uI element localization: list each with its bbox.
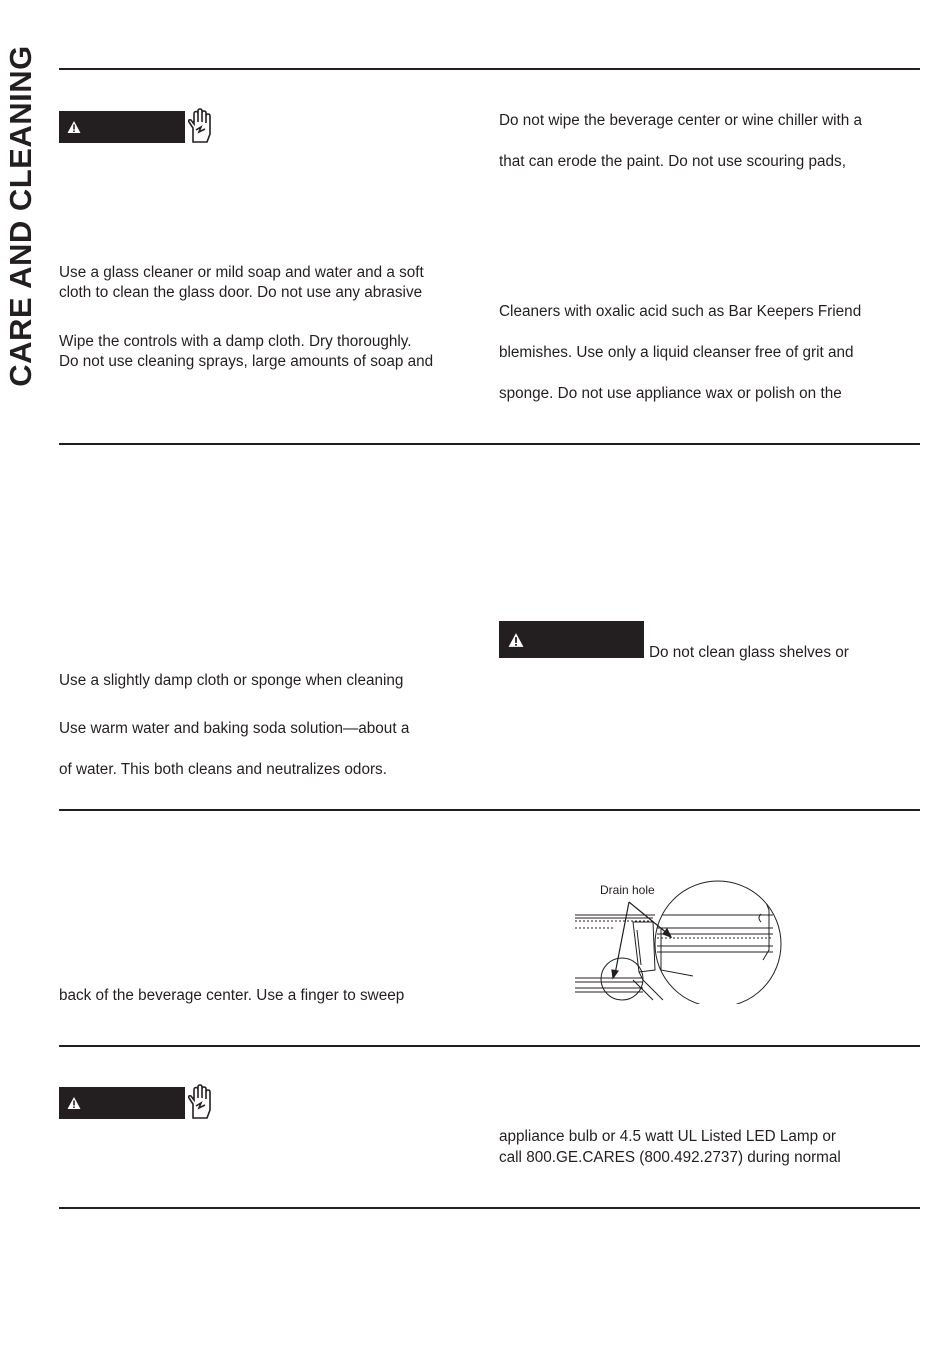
drain-cleaning-line-1: back of the beverage center. Use a finger to sweep <box>59 987 405 1004</box>
warning-triangle-icon <box>508 632 524 647</box>
warning-badge-2 <box>59 1087 185 1119</box>
glass-shelves-warning-text: Do not clean glass shelves or <box>649 644 849 661</box>
drain-hole-illustration <box>573 870 785 1004</box>
interior-cleaning-line-1: Use a slightly damp cloth or sponge when cleaning <box>59 672 404 689</box>
oxalic-acid-line-3: sponge. Do not use appliance wax or polish on the <box>499 385 842 402</box>
bulb-replacement-line-2: call 800.GE.CARES (800.492.2737) during normal <box>499 1149 841 1166</box>
warning-triangle-icon <box>67 121 81 134</box>
side-title-text: CARE AND CLEANING <box>3 44 38 387</box>
exterior-cleaning-line-1: Do not wipe the beverage center or wine chiller with a <box>499 112 863 129</box>
warning-triangle-icon <box>67 1097 81 1110</box>
baking-soda-line-2: of water. This both cleans and neutralizes odors. <box>59 761 387 778</box>
caution-badge <box>499 621 644 658</box>
section-rule-top <box>59 68 920 70</box>
glass-cleaning-line-1: Use a glass cleaner or mild soap and water and a soft <box>59 264 424 281</box>
drain-hole-label: Drain hole <box>600 883 655 897</box>
oxalic-acid-line-1: Cleaners with oxalic acid such as Bar Keepers Friend <box>499 303 862 320</box>
side-title <box>4 33 38 398</box>
bulb-replacement-line-1: appliance bulb or 4.5 watt UL Listed LED Lamp or <box>499 1128 837 1145</box>
glass-cleaning-line-2: cloth to clean the glass door. Do not use any abrasive <box>59 284 423 301</box>
controls-cleaning-line-1: Wipe the controls with a damp cloth. Dry thoroughly. <box>59 333 412 350</box>
warning-badge-1 <box>59 111 185 143</box>
section-rule-2 <box>59 443 920 445</box>
section-rule-4 <box>59 1045 920 1047</box>
baking-soda-line-1: Use warm water and baking soda solution—about a <box>59 720 410 737</box>
oxalic-acid-line-2: blemishes. Use only a liquid cleanser free of grit and <box>499 344 854 361</box>
electric-shock-hand-icon <box>185 108 215 144</box>
section-rule-bottom <box>59 1207 920 1209</box>
exterior-cleaning-line-2: that can erode the paint. Do not use scouring pads, <box>499 153 846 170</box>
controls-cleaning-line-2: Do not use cleaning sprays, large amounts of soap and <box>59 353 434 370</box>
electric-shock-hand-icon <box>185 1084 215 1120</box>
section-rule-3 <box>59 809 920 811</box>
